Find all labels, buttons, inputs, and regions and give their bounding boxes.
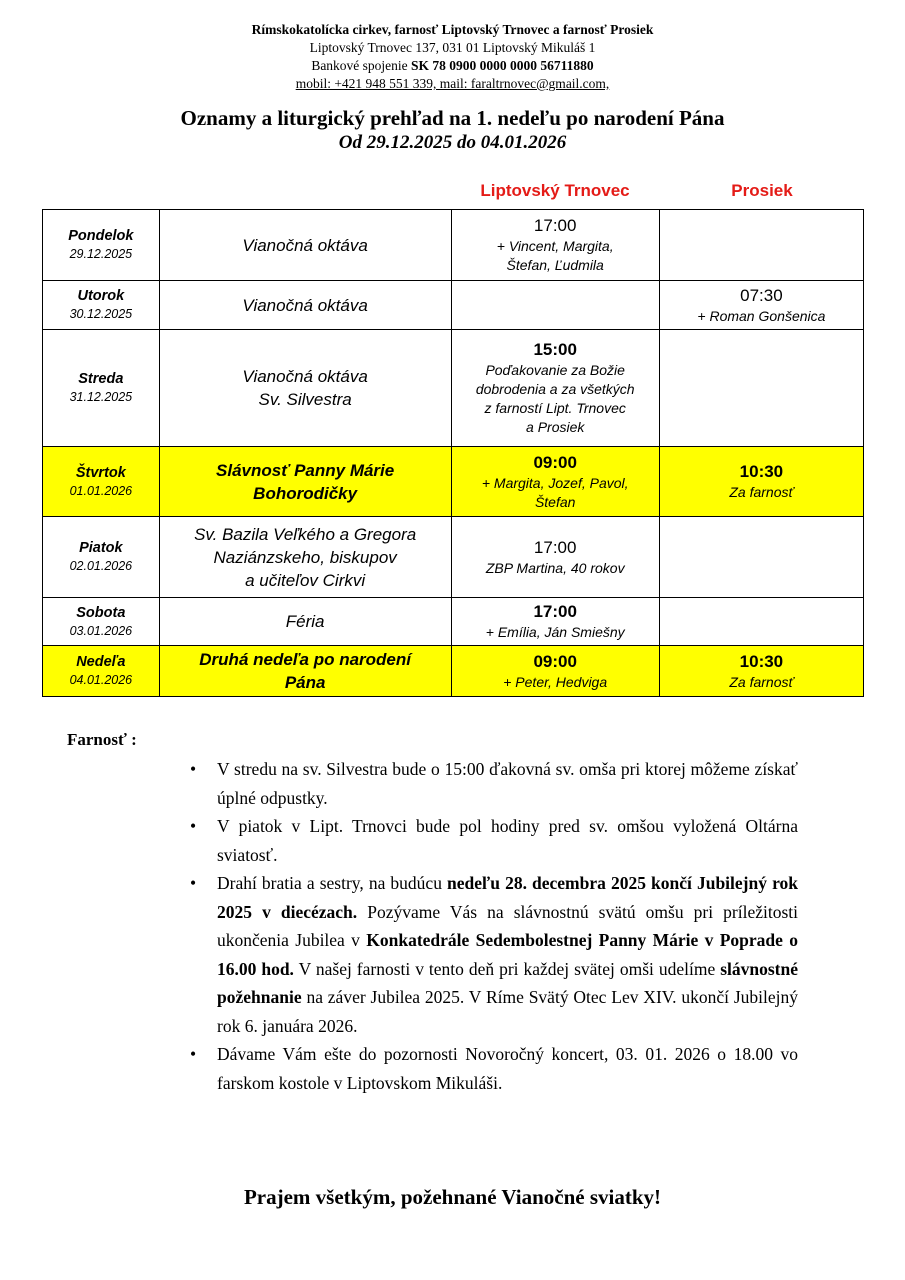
bullet-icon: • [190,1044,197,1064]
announcement-text: V piatok v Lipt. Trnovci bude pol hodiny pred sv. omšou vyložená Oltárna sviatosť. [217,816,798,865]
announcement-emphasis: slávnostné požehnanie [217,958,799,1007]
mass-time: 07:30 [740,285,783,305]
schedule-table [42,209,864,697]
feast-line: Pána [284,673,326,692]
column-header-trnovec: Liptovský Trnovec [480,181,630,200]
announcement-item [190,755,798,812]
date-range: Od 29.12.2025 do 04.01.2026 [338,132,567,153]
mass-intention: + Vincent, Margita, [496,238,614,254]
day-date: 04.01.2026 [69,673,133,687]
feast-cell [159,281,451,330]
announcement-text: Dávame Vám ešte do pozornosti Novoročný koncert, 03. 01. 2026 o 18.00 vo farskom kostole v Liptovskom Mikuláši. [217,1044,798,1093]
bullet-icon: • [190,816,197,836]
organization-name: Rímskokatolícka cirkev, farnosť Liptovský Trnovec a farnosť Prosiek [251,22,654,37]
mass-time: 17:00 [533,537,577,557]
feast-line: Slávnosť Panny Márie [216,460,395,480]
trnovec-cell [451,447,659,517]
feast-cell [159,517,451,598]
feast-line: Naziánzskeho, biskupov [213,547,397,567]
letterhead [0,21,905,93]
mass-intention: z farností Lipt. Trnovec [484,400,626,416]
bank-account: SK 78 0900 0000 0000 56711880 [411,58,594,73]
bullet-icon: • [190,759,197,779]
day-name: Štvrtok [75,464,126,481]
mass-time: 17:00 [533,602,577,621]
prosiek-cell [659,210,863,281]
prosiek-cell [659,330,863,447]
feast-line: Vianočná oktáva [242,367,368,386]
day-date: 29.12.2025 [69,247,133,261]
day-date: 31.12.2025 [69,390,133,404]
day-cell [43,517,160,598]
mass-intention: Za farnosť [729,673,794,690]
day-cell [43,598,160,646]
mass-intention: Poďakovanie za Božie [485,362,625,378]
announcements-list [190,755,798,1097]
feast-line: Vianočná oktáva [242,295,368,315]
page-title: Oznamy a liturgický prehľad na 1. nedeľu po narodení Pána [180,106,725,130]
announcement-text: na záver Jubilea 2025. V Ríme Svätý Otec Lev XIV. ukončí Jubilejný rok 6. januára 2026. [217,987,798,1036]
announcement-text: Pozývame Vás na slávnostnú svätú omšu pri príležitosti ukončenia Jubilea v [217,901,798,950]
mass-intention: + Roman Gonšenica [697,307,826,324]
mass-time: 10:30 [739,651,784,671]
day-name: Piatok [79,540,123,556]
day-date: 02.01.2026 [69,559,133,573]
table-row [43,517,864,598]
announcement-text: V stredu na sv. Silvestra bude o 15:00 ďakovná sv. omša pri ktorej môžeme získať úplné odpustky. [217,759,798,808]
prosiek-cell [659,281,863,330]
column-header-prosiek: Prosiek [731,181,793,200]
announcement-text: Drahí bratia a sestry, na budúcu [217,873,448,893]
feast-line: Vianočná oktáva [242,235,368,255]
day-date: 03.01.2026 [69,623,133,638]
notes-heading: Farnosť : [67,730,137,749]
feast-line: a učiteľov Cirkvi [245,570,366,590]
day-name: Sobota [76,604,126,621]
feast-cell [159,330,451,447]
table-row-highlighted [43,447,864,517]
feast-line: Féria [285,612,325,631]
mass-intention: ZBP Martina, 40 rokov [485,559,625,576]
day-name: Pondelok [68,228,134,244]
mass-time: 17:00 [533,216,577,235]
day-name: Utorok [77,288,125,304]
day-date: 30.12.2025 [69,307,133,321]
mass-intention: Štefan [534,493,576,510]
bullet-icon: • [190,873,197,893]
feast-line: Bohorodičky [253,483,358,503]
mass-time: 15:00 [533,340,577,359]
table-row [43,598,864,646]
announcement-item [190,869,798,1040]
trnovec-cell [451,281,659,330]
announcement-item [190,1040,798,1097]
mass-intention: + Margita, Jozef, Pavol, [481,474,629,491]
prosiek-cell [659,598,863,646]
bank-info [0,57,905,75]
table-row [43,210,864,281]
mass-intention: Štefan, Ľudmila [506,257,604,273]
feast-cell [159,646,451,697]
trnovec-cell [451,210,659,281]
address: Liptovský Trnovec 137, 031 01 Liptovský Mikuláš 1 [309,40,596,55]
day-cell [43,447,160,517]
announcement-emphasis: Konkatedrále Sedembolestnej Panny Márie v Poprade o 16.00 hod. [217,930,798,979]
table-row [43,281,864,330]
feast-line: Druhá nedeľa po narodení [199,650,411,669]
day-name: Nedeľa [76,654,126,670]
mass-time: 09:00 [533,452,577,472]
feast-cell [159,210,451,281]
feast-line: Sv. Bazila Veľkého a Gregora [194,524,417,544]
announcement-emphasis: nedeľu 28. decembra 2025 končí Jubilejný rok 2025 v diecézach. [217,873,799,922]
prosiek-cell [659,517,863,598]
feast-cell [159,598,451,646]
trnovec-cell [451,330,659,447]
day-cell [43,330,160,447]
announcement-text: V našej farnosti v tento deň pri každej svätej omši udelíme [293,958,721,979]
day-cell [43,210,160,281]
prosiek-cell [659,447,863,517]
contact-info: mobil: +421 948 551 339, mail: faraltrnovec@gmail.com, [295,76,610,91]
prosiek-cell [659,646,863,697]
mass-intention: + Emília, Ján Smiešny [485,624,625,640]
bank-label: Bankové spojenie [311,58,412,73]
mass-intention: + Peter, Hedviga [503,673,608,690]
mass-time: 09:00 [533,651,577,671]
feast-line: Sv. Silvestra [258,390,352,409]
day-cell [43,281,160,330]
table-row-highlighted [43,646,864,697]
mass-intention: a Prosiek [526,419,585,435]
mass-intention: dobrodenia a za všetkých [475,381,635,397]
day-name: Streda [78,371,124,387]
mass-time: 10:30 [739,462,784,481]
feast-cell [159,447,451,517]
day-cell [43,646,160,697]
closing-greeting: Prajem všetkým, požehnané Vianočné sviatky! [243,1185,662,1209]
table-row [43,330,864,447]
trnovec-cell [451,646,659,697]
trnovec-cell [451,598,659,646]
announcement-item [190,812,798,869]
mass-intention: Za farnosť [729,484,794,500]
trnovec-cell [451,517,659,598]
day-date: 01.01.2026 [69,483,133,498]
